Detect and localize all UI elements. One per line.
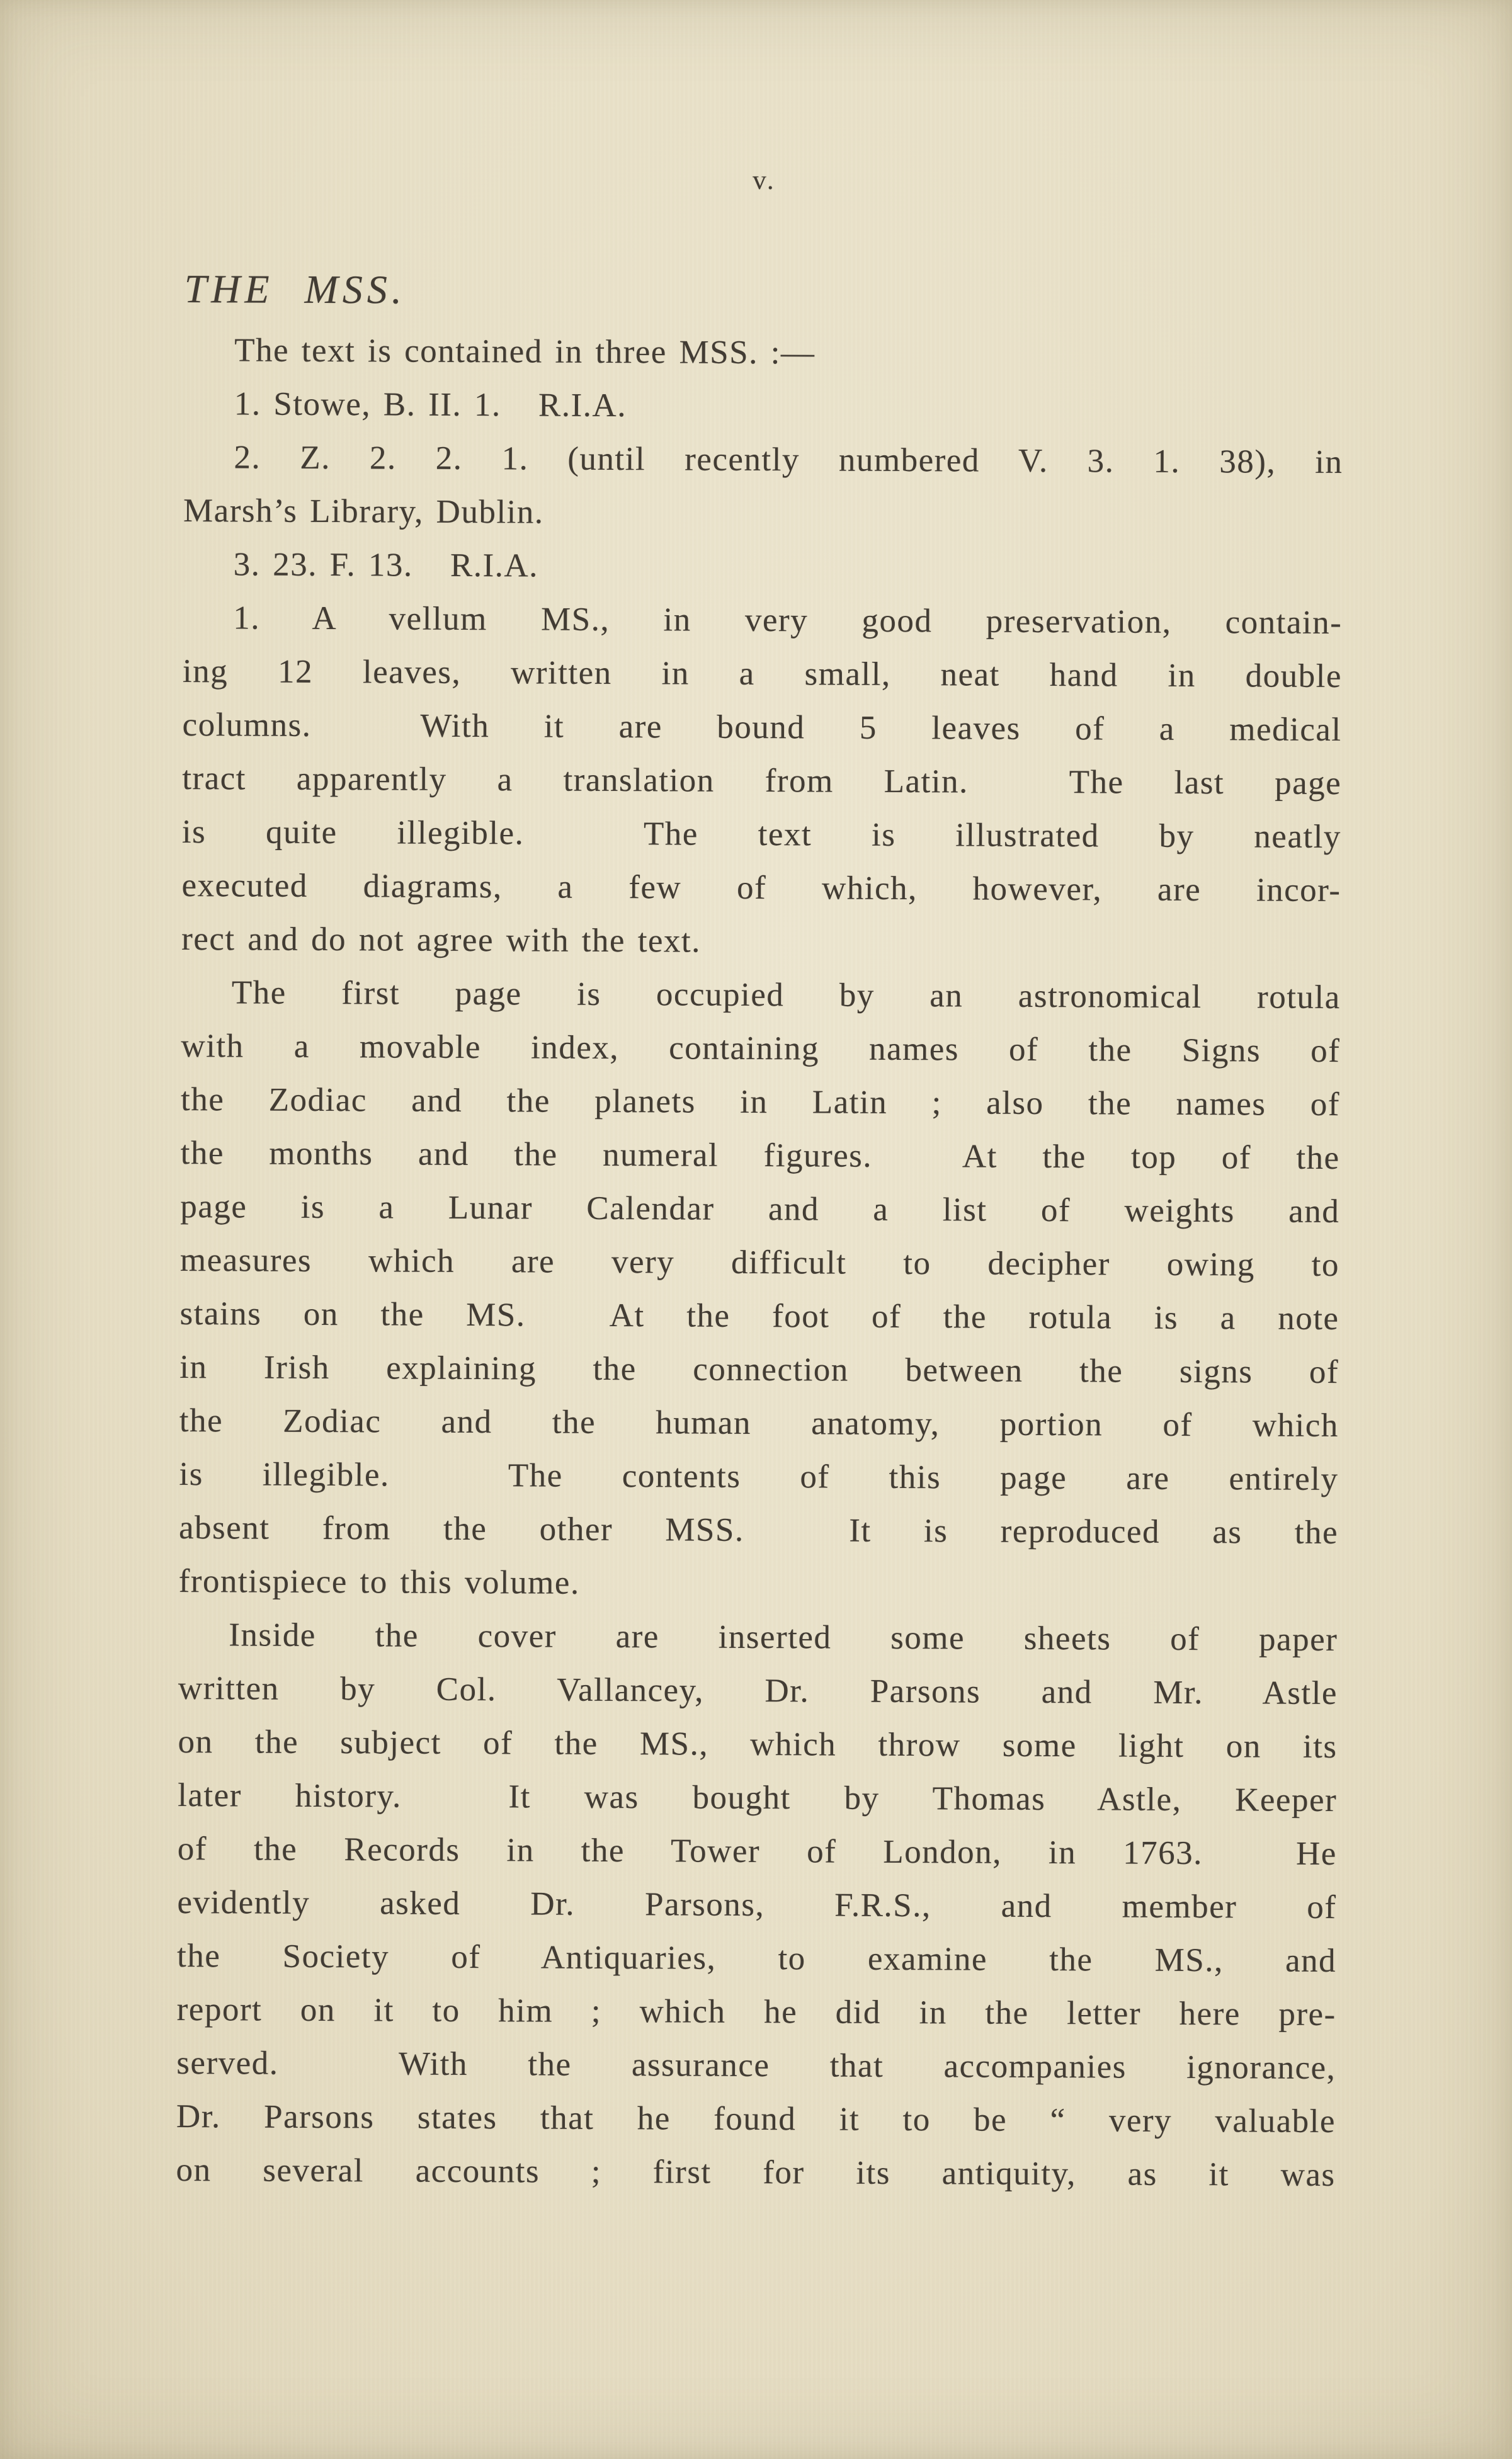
text-line: with a movable index, containing names of the Signs of — [181, 1028, 1341, 1070]
text-line: later history. It was bought by Thomas Astle, Keeper — [178, 1777, 1338, 1819]
text-line: the months and the numeral figures. At the top of the — [180, 1135, 1340, 1177]
text-line: report on it to him ; which he did in the letter here pre- — [176, 1991, 1336, 2033]
text-line: on the subject of the MS., which throw some light on its — [178, 1724, 1338, 1766]
paragraph — [183, 431, 1343, 543]
text-line: measures which are very difficult to decipher owing to — [179, 1242, 1340, 1284]
section-heading: THE MSS. — [184, 266, 407, 312]
text-line: ing 12 leaves, written in a small, neat hand in double — [182, 653, 1343, 695]
text-line: the Zodiac and the planets in Latin ; also the names of — [180, 1081, 1341, 1123]
paragraph — [183, 538, 1343, 596]
text-line: The text is contained in three MSS. :— — [234, 332, 816, 372]
text-line: of the Records in the Tower of London, in 1763. He — [177, 1831, 1337, 1873]
paragraph — [184, 324, 1343, 382]
paragraph — [179, 966, 1341, 1613]
text-line: the Zodiac and the human anatomy, portion of which — [179, 1402, 1339, 1445]
text-line: is illegible. The contents of this page are entirely — [179, 1456, 1339, 1498]
text-line: in Irish explaining the connection between the signs of — [179, 1349, 1339, 1391]
text-line: 1. A vellum MS., in very good preservation, contain- — [233, 599, 1343, 642]
text-line: evidently asked Dr. Parsons, F.R.S., and member of — [177, 1884, 1337, 1926]
text-line: 3. 23. F. 13. R.I.A. — [233, 546, 539, 584]
text-line: 2. Z. 2. 2. 1. (until recently numbered V. 3. 1. 38), in — [234, 439, 1343, 481]
text-line: is quite illegible. The text is illustrated by neatly — [181, 814, 1342, 856]
text-line: the Society of Antiquaries, to examine the MS., and — [176, 1938, 1337, 1980]
page-number: v. — [753, 165, 776, 196]
text-line: page is a Lunar Calendar and a list of weights and — [180, 1188, 1340, 1230]
text-block — [176, 324, 1343, 2202]
paragraph — [181, 591, 1343, 971]
paragraph — [184, 377, 1343, 436]
text-line: Dr. Parsons states that he found it to be “ very valuable — [176, 2098, 1336, 2140]
text-line: absent from the other MSS. It is reproduced as the — [178, 1509, 1339, 1552]
text-line: tract apparently a translation from Latin. The last page — [182, 760, 1342, 802]
text-line: frontispiece to this volume. — [178, 1563, 580, 1601]
text-line: 1. Stowe, B. II. 1. R.I.A. — [234, 385, 627, 424]
text-line: rect and do not agree with the text. — [181, 921, 702, 960]
text-line: The first page is occupied by an astronomical rotula — [231, 974, 1341, 1016]
text-line: stains on the MS. At the foot of the rotula is a note — [179, 1295, 1339, 1337]
text-line: Marsh’s Library, Dublin. — [183, 492, 544, 531]
text-line: executed diagrams, a few of which, however, are incor- — [181, 867, 1341, 909]
text-line: written by Col. Vallancey, Dr. Parsons and Mr. Astle — [178, 1670, 1338, 1712]
text-line: on several accounts ; first for its antiquity, as it was — [176, 2151, 1336, 2194]
text-line: Inside the cover are inserted some sheets of paper — [229, 1616, 1338, 1659]
text-line: columns. With it are bound 5 leaves of a medical — [182, 707, 1342, 749]
paragraph — [176, 1608, 1338, 2202]
text-line: served. With the assurance that accompanies ignorance, — [176, 2045, 1336, 2087]
